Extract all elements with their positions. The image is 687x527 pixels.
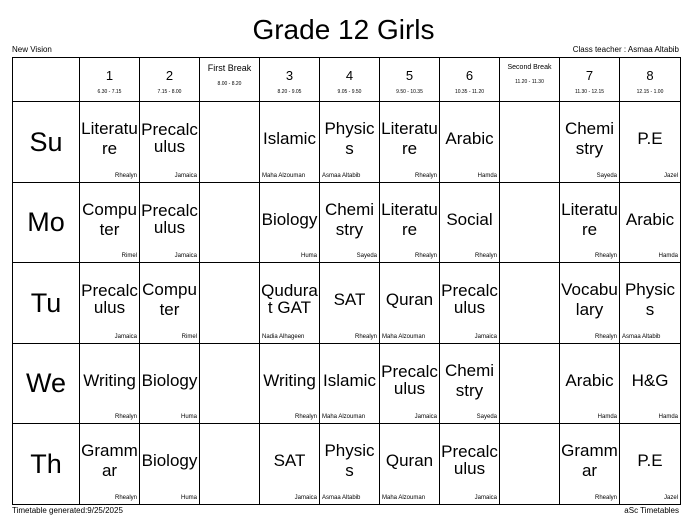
break-name: Second Break (507, 64, 552, 72)
period-time: 9.05 - 9.50 (337, 88, 362, 95)
lesson-cell (320, 424, 380, 505)
teacher-name: Rhealyn (594, 253, 617, 260)
subject-name: Qudurat GAT (261, 281, 318, 318)
lesson-cell (140, 102, 200, 183)
teacher-name: Jazel (663, 172, 678, 179)
lesson-cell (620, 343, 681, 424)
period-number: 5 (405, 67, 414, 83)
teacher-name: Jamaica (174, 172, 197, 179)
subject-name: Precalculus (381, 361, 438, 398)
subject-name: Arabic (445, 129, 494, 149)
subject-name: P.E (637, 129, 663, 149)
lesson-cell (440, 343, 500, 424)
school-name: New Vision (12, 45, 52, 54)
lesson-cell (260, 102, 320, 183)
teacher-name: Nadia Alhageen (262, 333, 305, 340)
break-cell (200, 182, 260, 263)
day-label: Th (13, 424, 80, 505)
lesson-cell (80, 424, 140, 505)
teacher-name: Huma (300, 253, 317, 260)
period-number: 8 (646, 67, 654, 83)
day-label: Su (13, 102, 80, 183)
teacher-name: Jamaica (114, 333, 137, 340)
period-header (140, 58, 200, 102)
period-number: 7 (585, 67, 594, 83)
corner-cell (13, 58, 80, 102)
lesson-cell (140, 424, 200, 505)
teacher-name: Sayeda (596, 172, 617, 179)
teacher-name: Jamaica (414, 414, 437, 421)
lesson-cell (260, 263, 320, 344)
lesson-cell (380, 102, 440, 183)
subject-name: Biology (261, 209, 318, 229)
lesson-cell (620, 263, 681, 344)
teacher-name: Maha Alzouman (382, 495, 426, 501)
subject-name: Literature (381, 199, 438, 239)
teacher-name: Hamda (597, 414, 617, 421)
break-cell (500, 102, 560, 183)
lesson-cell (140, 182, 200, 263)
subject-name: Biology (141, 451, 198, 471)
teacher-name: Huma (180, 414, 197, 421)
subject-name: Literature (561, 199, 618, 239)
lesson-cell (140, 263, 200, 344)
subject-name: Biology (141, 370, 198, 390)
lesson-cell (260, 343, 320, 424)
teacher-name: Jamaica (474, 495, 497, 501)
teacher-name: Jamaica (174, 253, 197, 260)
lesson-cell (80, 102, 140, 183)
day-label: Tu (13, 263, 80, 344)
period-number: 1 (105, 67, 114, 83)
teacher-name: Rhealyn (114, 172, 137, 179)
teacher-name: Rhealyn (114, 414, 137, 421)
lesson-cell (560, 102, 620, 183)
teacher-name: Sayeda (476, 414, 497, 421)
break-cell (500, 343, 560, 424)
lesson-cell (260, 424, 320, 505)
lesson-cell (440, 424, 500, 505)
break-cell (500, 424, 560, 505)
period-number: 6 (465, 67, 474, 83)
teacher-name: Hamda (658, 414, 678, 421)
lesson-cell (380, 182, 440, 263)
teacher-name: Jazel (663, 495, 678, 501)
period-number: 2 (165, 67, 174, 83)
period-time: 12.15 - 1.00 (636, 88, 664, 95)
subject-name: Quran (385, 451, 434, 471)
lesson-cell (320, 263, 380, 344)
teacher-name: Rhealyn (294, 414, 317, 421)
day-label: We (13, 343, 80, 424)
subject-name: Physics (324, 441, 375, 481)
lesson-cell (320, 182, 380, 263)
period-time: 11.30 - 12.15 (574, 88, 605, 95)
teacher-name: Rhealyn (414, 253, 437, 260)
subject-name: SAT (273, 451, 306, 471)
period-header (320, 58, 380, 102)
break-cell (200, 424, 260, 505)
day-row (13, 102, 681, 183)
class-teacher: Class teacher : Asmaa Altabib (572, 45, 679, 54)
subject-name: P.E (637, 451, 663, 471)
period-header (440, 58, 500, 102)
subject-name: Chemistry (564, 119, 615, 159)
lesson-cell (140, 343, 200, 424)
subject-name: Literature (381, 119, 438, 159)
lesson-cell (620, 424, 681, 505)
break-cell (200, 263, 260, 344)
teacher-name: Asmaa Altabib (322, 172, 361, 179)
subject-name: Vocabulary (561, 280, 618, 320)
subject-name: Precalculus (141, 120, 198, 157)
subject-name: Chemistry (444, 360, 495, 400)
teacher-name: Hamda (477, 172, 497, 179)
day-row (13, 424, 681, 505)
lesson-cell (560, 182, 620, 263)
teacher-name: Maha Alzouman (262, 172, 306, 179)
subject-name: Precalculus (441, 442, 498, 479)
teacher-name: Rimel (121, 253, 137, 260)
period-number: 3 (285, 67, 294, 83)
timetable-title: Grade 12 Girls (252, 14, 435, 45)
period-header (560, 58, 620, 102)
teacher-name: Rhealyn (594, 333, 617, 340)
teacher-name: Rhealyn (114, 495, 137, 501)
teacher-name: Rhealyn (354, 333, 377, 340)
lesson-cell (380, 343, 440, 424)
subject-name: Precalculus (441, 281, 498, 318)
software-brand: aSc Timetables (624, 506, 679, 515)
lesson-cell (320, 343, 380, 424)
day-label: Mo (13, 182, 80, 263)
lesson-cell (80, 182, 140, 263)
lesson-cell (440, 102, 500, 183)
subject-name: Computer (142, 280, 197, 320)
subject-name: SAT (333, 290, 366, 310)
subject-name: Computer (82, 199, 137, 239)
period-time: 11.20 - 11.30 (515, 79, 544, 86)
break-cell (500, 263, 560, 344)
lesson-cell (380, 424, 440, 505)
day-row (13, 263, 681, 344)
teacher-name: Jamaica (474, 333, 497, 340)
lesson-cell (560, 263, 620, 344)
subject-name: Precalculus (141, 200, 198, 237)
teacher-name: Asmaa Altabib (622, 333, 661, 340)
teacher-name: Maha Alzouman (382, 333, 426, 340)
lesson-cell (560, 343, 620, 424)
subject-name: Arabic (625, 209, 675, 229)
lesson-cell (620, 102, 681, 183)
period-header (380, 58, 440, 102)
teacher-name: Asmaa Altabib (322, 495, 361, 501)
subject-name: H&G (631, 370, 669, 390)
teacher-name: Rhealyn (474, 253, 497, 260)
break-cell (200, 343, 260, 424)
lesson-cell (80, 343, 140, 424)
lesson-cell (380, 263, 440, 344)
timetable-grid (12, 57, 681, 505)
period-time: 9.50 - 10.35 (396, 88, 423, 95)
lesson-cell (320, 102, 380, 183)
subject-name: Literature (81, 119, 138, 159)
period-header (620, 58, 681, 102)
lesson-cell (440, 182, 500, 263)
period-time: 7.15 - 8.00 (157, 88, 182, 95)
lesson-cell (440, 263, 500, 344)
period-time: 6.30 - 7.15 (97, 88, 122, 95)
teacher-name: Rhealyn (414, 172, 437, 179)
subject-name: Grammar (561, 441, 618, 481)
teacher-name: Huma (180, 495, 197, 501)
teacher-name: Rhealyn (594, 495, 617, 501)
teacher-name: Maha Alzouman (322, 414, 366, 421)
teacher-name: Hamda (658, 253, 678, 260)
subject-name: Physics (324, 119, 375, 159)
break-cell (200, 102, 260, 183)
day-row (13, 182, 681, 263)
lesson-cell (560, 424, 620, 505)
teacher-name: Rimel (181, 333, 197, 340)
break-header (200, 58, 260, 102)
subject-name: Chemistry (324, 199, 375, 239)
lesson-cell (620, 182, 681, 263)
generated-date: Timetable generated:9/25/2025 (12, 506, 123, 515)
period-time: 10.35 - 11.20 (454, 88, 485, 95)
subject-name: Arabic (565, 370, 614, 390)
subject-name: Islamic (323, 370, 376, 390)
lesson-cell (80, 263, 140, 344)
break-name: First Break (207, 62, 252, 73)
period-header (80, 58, 140, 102)
teacher-name: Sayeda (356, 253, 377, 260)
break-header (500, 58, 560, 102)
subject-name: Social (446, 209, 493, 229)
period-time: 8.00 - 8.20 (217, 80, 242, 87)
day-row (13, 343, 681, 424)
subject-name: Precalculus (81, 281, 138, 318)
lesson-cell (260, 182, 320, 263)
teacher-name: Jamaica (294, 495, 317, 501)
period-header (260, 58, 320, 102)
subject-name: Writing (263, 370, 316, 390)
break-cell (500, 182, 560, 263)
subject-name: Islamic (263, 129, 316, 149)
subject-name: Quran (385, 290, 434, 310)
period-time: 8.20 - 9.05 (277, 88, 302, 95)
subject-name: Physics (624, 280, 676, 320)
subject-name: Grammar (81, 441, 138, 481)
period-number: 4 (345, 67, 354, 83)
subject-name: Writing (83, 370, 136, 390)
